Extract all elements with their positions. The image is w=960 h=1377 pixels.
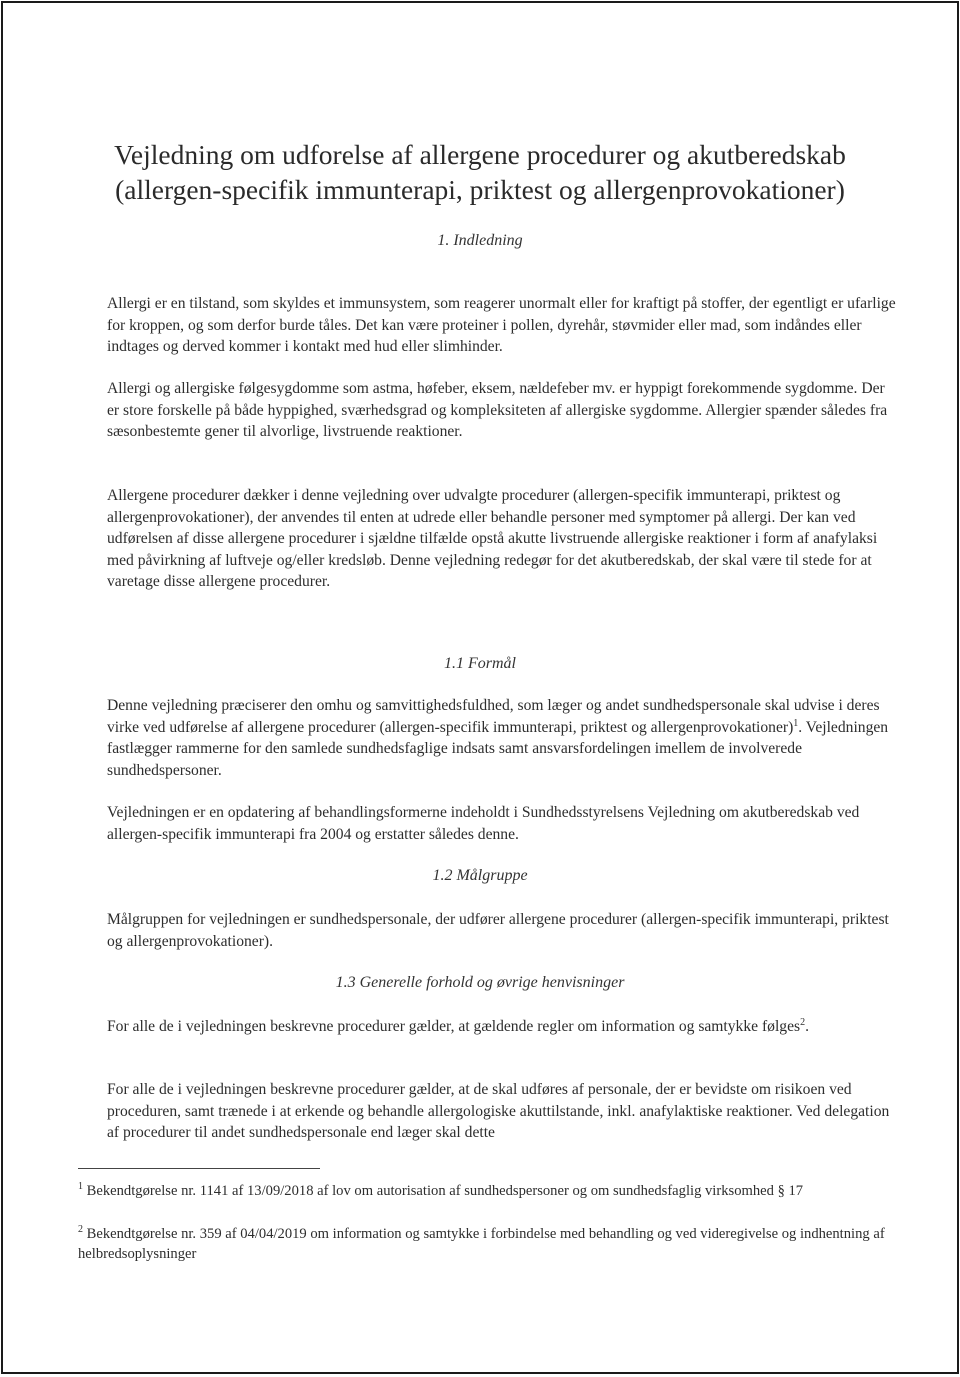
section-heading-indledning: 1. Indledning xyxy=(437,232,523,249)
paragraph-intro-1: Allergi er en tilstand, som skyldes et immunsystem, som reagerer unormalt eller for kraftigt på stoffer, der egentligt er ufarlige for kroppen, og som derfor burde tåles. Det kan være proteiner i pollen, dyrehår, støvmider eller mad, som indåndes eller indtages og derved kommer i kontakt med hud eller slimhinder. xyxy=(107,295,896,356)
paragraph-generelle-2: For alle de i vejledningen beskrevne procedurer gælder, at de skal udføres af personale, der er bevidste om risikoen ved proceduren, samt trænede i at erkende og behandle allergologiske akuttilstande, inkl. anafylaktiske reaktioner. Ved delegation af procedurer til andet sundhedspersonale end læger skal dette xyxy=(107,1081,890,1142)
footnote-divider xyxy=(78,1168,320,1169)
title-line-2: (allergen-specifik immunterapi, priktest og allergenprovokationer) xyxy=(115,174,845,205)
paragraph-formaal-1 xyxy=(107,695,897,781)
footnote-2 xyxy=(78,1224,888,1264)
footnote-ref-1: 1 xyxy=(793,717,799,729)
paragraph-maalgruppe: Målgruppen for vejledningen er sundhedspersonale, der udfører allergene procedurer (allergen-specifik immunterapi, priktest og allergenprovokationer). xyxy=(107,911,889,950)
paragraph-generelle-1 xyxy=(107,1016,897,1038)
paragraph-formaal-1-text: Denne vejledning præciserer den omhu og samvittighedsfuldhed, som læger og andet sundhedspersonale skal udvise i deres virke ved udførelse af allergene procedurer (allergen-specifik immunterapi, priktest og allergenprovokationer) xyxy=(107,697,880,736)
section-heading-formaal: 1.1 Formål xyxy=(444,655,516,672)
paragraph-intro-3: Allergene procedurer dækker i denne vejledning over udvalgte procedurer (allergen-specifik immunterapi, priktest og allergenprovokationer), der anvendes til enten at udrede eller behandle personer med symptomer på allergi. Der kan ved udførelsen af disse allergene procedurer i sjældne tilfælde opstå akutte livstruende allergiske reaktioner i form af anafylaksi med påvirkning af luftveje og/eller kredsløb. Denne vejledning redegør for det akutberedskab, der skal være til stede for at varetage disse allergene procedurer. xyxy=(107,487,878,591)
footnote-2-text: Bekendtgørelse nr. 359 af 04/04/2019 om information og samtykke i forbindelse med behandling og ved videregivelse og indhentning af helbredsoplysninger xyxy=(78,1226,885,1262)
paragraph-intro-2: Allergi og allergiske følgesygdomme som astma, høfeber, eksem, nældefeber mv. er hyppigt forekommende sygdomme. Der er store forskelle på både hyppighed, sværhedsgrad og kompleksiteten af allergiske sygdomme. Allergier spænder således fra sæsonbestemte gener til alvorlige, livstruende reaktioner. xyxy=(107,380,888,441)
section-heading-generelle: 1.3 Generelle forhold og øvrige henvisninger xyxy=(335,974,625,991)
footnote-1 xyxy=(78,1181,888,1201)
footnote-ref-2: 2 xyxy=(800,1016,806,1028)
paragraph-formaal-2: Vejledningen er en opdatering af behandlingsformerne indeholdt i Sundhedsstyrelsens Vejledning om akutberedskab ved allergen-specifik immunterapi fra 2004 og erstatter således denne. xyxy=(107,804,860,843)
footnote-2-number: 2 xyxy=(78,1224,83,1236)
paragraph-generelle-1-rest: . xyxy=(805,1018,809,1035)
document-title xyxy=(43,137,917,207)
section-heading-maalgruppe: 1.2 Målgruppe xyxy=(432,867,528,884)
footnote-1-text: Bekendtgørelse nr. 1141 af 13/09/2018 af lov om autorisation af sundhedspersoner og om sundhedsfaglig virksomhed § 17 xyxy=(83,1183,804,1199)
document-page xyxy=(1,1,959,1374)
title-line-1: Vejledning om udforelse af allergene procedurer og akutberedskab xyxy=(114,139,846,170)
paragraph-generelle-1-text: For alle de i vejledningen beskrevne procedurer gælder, at gældende regler om information og samtykke følges xyxy=(107,1018,801,1035)
footnote-1-number: 1 xyxy=(78,1181,83,1193)
paragraph-formaal-1-rest: . Vejledningen fastlægger rammerne for den samlede sundhedsfaglige indsats samt ansvarsfordelingen imellem de involverede sundhedspersoner. xyxy=(107,718,889,779)
